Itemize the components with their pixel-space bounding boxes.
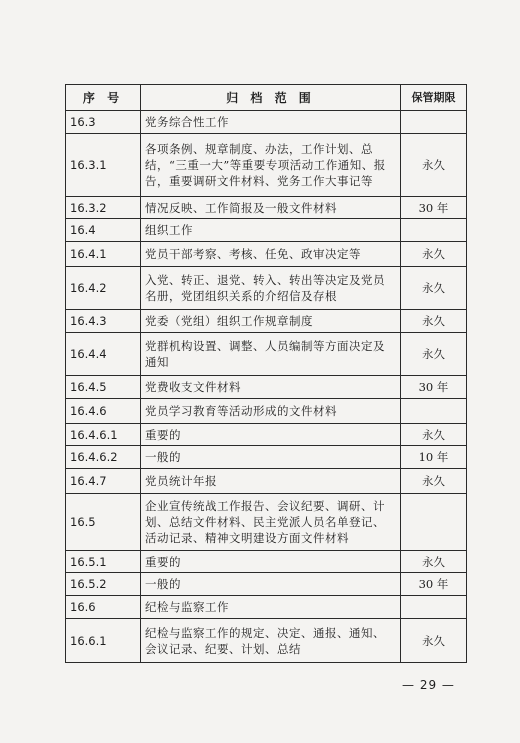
table-header-row — [66, 85, 467, 111]
row-retention-period: 30 年 — [401, 573, 467, 596]
row-number: 16.4.7 — [66, 469, 141, 494]
table-row — [66, 399, 467, 424]
page-number: — 29 — — [402, 678, 455, 692]
row-number: 16.4 — [66, 219, 141, 242]
row-scope: 企业宣传统战工作报告、会议纪要、调研、计划、总结文件材料、民主党派人员名单登记、活动记录、精神文明建设方面文件材料 — [141, 494, 401, 551]
row-retention-period — [401, 399, 467, 424]
row-retention-period: 10 年 — [401, 446, 467, 469]
row-number: 16.5 — [66, 494, 141, 551]
row-number: 16.4.3 — [66, 310, 141, 333]
table-row — [66, 573, 467, 596]
table-row — [66, 111, 467, 134]
table-row — [66, 219, 467, 242]
row-retention-period: 30 年 — [401, 197, 467, 219]
row-scope: 各项条例、规章制度、办法，工作计划、总结，“三重一大”等重要专项活动工作通知、报告，重要调研文件材料、党务工作大事记等 — [141, 134, 401, 197]
row-retention-period: 永久 — [401, 242, 467, 267]
table-row — [66, 310, 467, 333]
row-scope: 情况反映、工作简报及一般文件材料 — [141, 197, 401, 219]
archive-scope-table — [65, 84, 467, 663]
table-row — [66, 469, 467, 494]
row-scope: 党群机构设置、调整、人员编制等方面决定及通知 — [141, 333, 401, 376]
row-scope: 党委（党组）组织工作规章制度 — [141, 310, 401, 333]
table-row — [66, 267, 467, 310]
row-scope: 党员学习教育等活动形成的文件材料 — [141, 399, 401, 424]
row-scope: 一般的 — [141, 446, 401, 469]
table-row — [66, 596, 467, 619]
row-number: 16.3 — [66, 111, 141, 134]
row-scope: 党费收支文件材料 — [141, 376, 401, 399]
row-number: 16.5.1 — [66, 551, 141, 573]
row-number: 16.4.4 — [66, 333, 141, 376]
row-retention-period: 永久 — [401, 134, 467, 197]
row-number: 16.3.1 — [66, 134, 141, 197]
row-retention-period: 永久 — [401, 619, 467, 663]
row-retention-period: 永久 — [401, 267, 467, 310]
row-retention-period: 永久 — [401, 424, 467, 446]
row-retention-period: 永久 — [401, 310, 467, 333]
row-scope: 入党、转正、退党、转入、转出等决定及党员名册，党团组织关系的介绍信及存根 — [141, 267, 401, 310]
row-scope: 重要的 — [141, 424, 401, 446]
row-scope: 一般的 — [141, 573, 401, 596]
header-scope: 归 档 范 围 — [141, 85, 401, 111]
row-retention-period: 永久 — [401, 333, 467, 376]
row-scope: 重要的 — [141, 551, 401, 573]
row-retention-period: 30 年 — [401, 376, 467, 399]
row-number: 16.6 — [66, 596, 141, 619]
row-scope: 党员统计年报 — [141, 469, 401, 494]
table-row — [66, 619, 467, 663]
row-number: 16.4.5 — [66, 376, 141, 399]
row-retention-period — [401, 111, 467, 134]
table-body — [66, 111, 467, 663]
row-number: 16.4.1 — [66, 242, 141, 267]
row-retention-period — [401, 219, 467, 242]
table-row — [66, 551, 467, 573]
row-number: 16.5.2 — [66, 573, 141, 596]
row-number: 16.3.2 — [66, 197, 141, 219]
row-number: 16.4.6.1 — [66, 424, 141, 446]
row-number: 16.4.6 — [66, 399, 141, 424]
table-row — [66, 197, 467, 219]
row-number: 16.4.2 — [66, 267, 141, 310]
table-row — [66, 424, 467, 446]
row-scope: 纪检与监察工作 — [141, 596, 401, 619]
header-number: 序 号 — [66, 85, 141, 111]
table-row — [66, 134, 467, 197]
row-scope: 党务综合性工作 — [141, 111, 401, 134]
row-number: 16.6.1 — [66, 619, 141, 663]
row-number: 16.4.6.2 — [66, 446, 141, 469]
row-retention-period — [401, 596, 467, 619]
row-retention-period: 永久 — [401, 469, 467, 494]
row-retention-period — [401, 494, 467, 551]
table-row — [66, 494, 467, 551]
table-row — [66, 376, 467, 399]
row-retention-period: 永久 — [401, 551, 467, 573]
row-scope: 组织工作 — [141, 219, 401, 242]
row-scope: 党员干部考察、考核、任免、政审决定等 — [141, 242, 401, 267]
header-period: 保管期限 — [401, 85, 467, 111]
table-row — [66, 446, 467, 469]
row-scope: 纪检与监察工作的规定、决定、通报、通知、会议记录、纪要、计划、总结 — [141, 619, 401, 663]
table-row — [66, 242, 467, 267]
table-row — [66, 333, 467, 376]
